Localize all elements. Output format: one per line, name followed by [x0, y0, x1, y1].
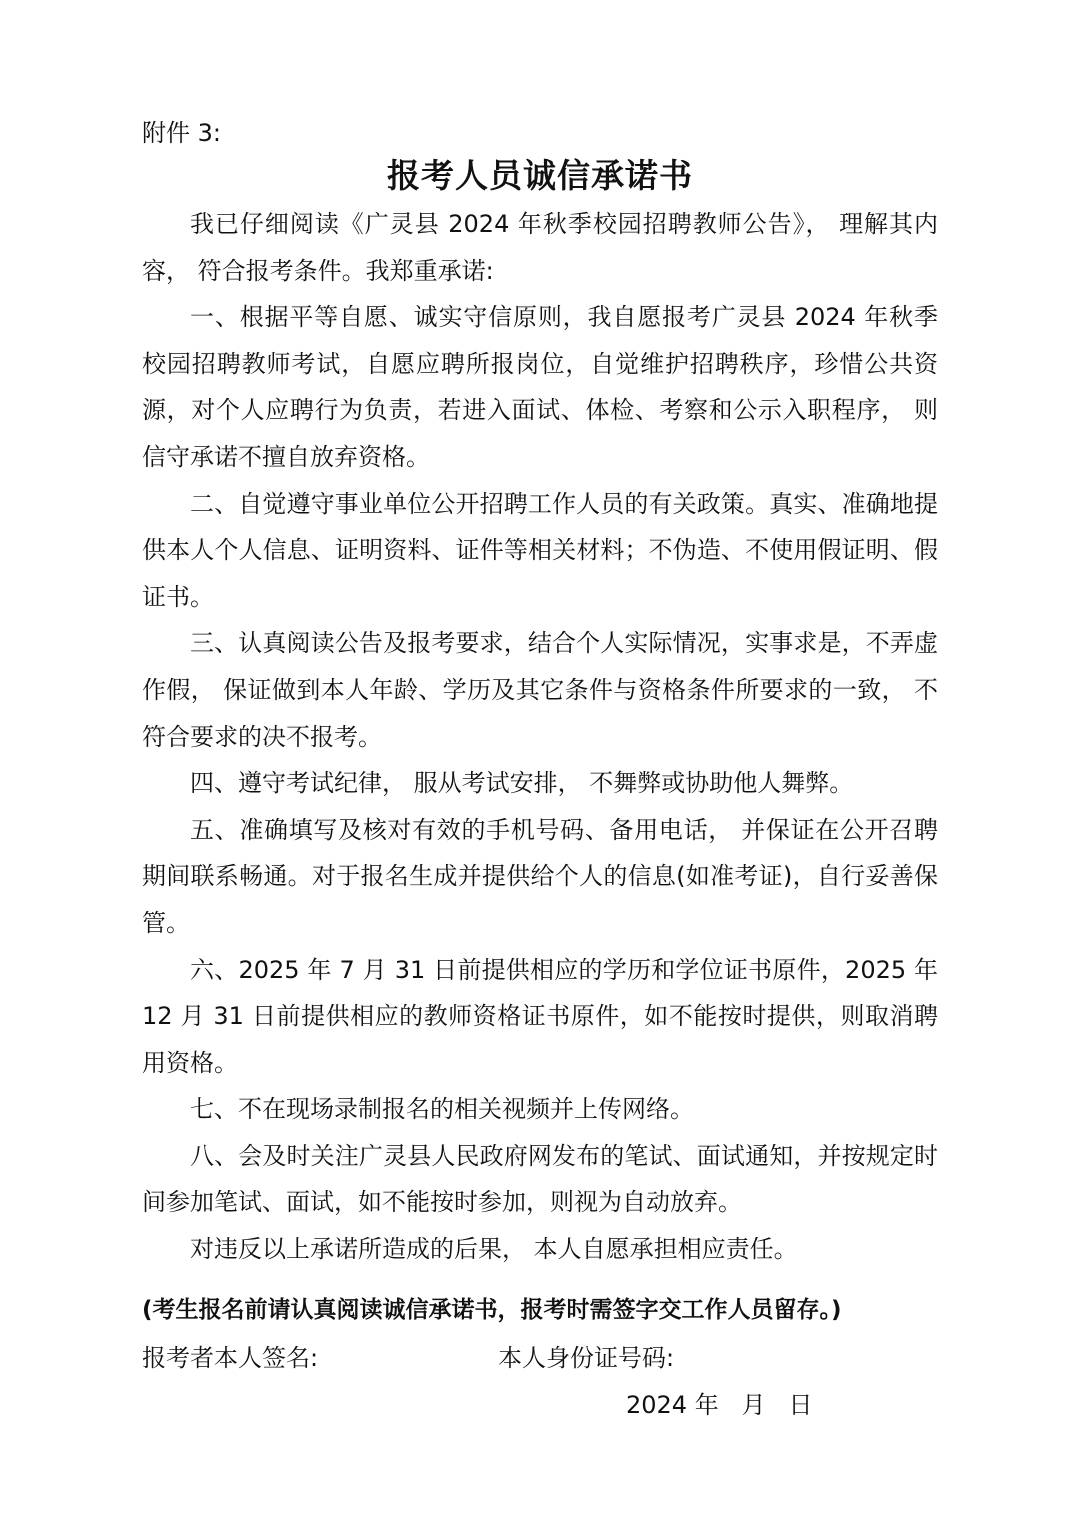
paragraph-closing: 对违反以上承诺所造成的后果， 本人自愿承担相应责任。	[190, 1235, 798, 1264]
attachment-label: 附件 3:	[142, 119, 221, 147]
document-title: 报考人员诚信承诺书	[387, 156, 693, 195]
signature-label: 报考者本人签名:	[142, 1344, 319, 1372]
paragraph-item-4: 四、遵守考试纪律， 服从考试安排， 不舞弊或协助他人舞弊。	[190, 769, 854, 798]
document-body	[142, 201, 938, 1273]
date-line: 2024 年 月 日	[626, 1391, 813, 1419]
paragraph-item-7: 七、不在现场录制报名的相关视频并上传网络。	[190, 1095, 694, 1124]
paragraph-item-1: 一、根据平等自愿、诚实守信原则，我自愿报考广灵县 2024 年秋季校园招聘教师考试，自愿应聘所报岗位，自觉维护招聘秩序，珍惜公共资源，对个人应聘行为负责，若进入面试、体检、考察和公示入职程序， 则信守承诺不擅自放弃资格。	[142, 303, 938, 471]
paragraph-item-6: 六、2025 年 7 月 31 日前提供相应的学历和学位证书原件，2025 年 12 月 31 日前提供相应的教师资格证书原件，如不能按时提供，则取消聘用资格。	[142, 955, 938, 1077]
paragraph-intro: 我已仔细阅读《广灵县 2024 年秋季校园招聘教师公告》， 理解其内容， 符合报考条件。我郑重承诺:	[142, 210, 938, 285]
paragraph-item-8: 八、会及时关注广灵县人民政府网发布的笔试、面试通知，并按规定时间参加笔试、面试，如不能按时参加，则视为自动放弃。	[142, 1141, 938, 1217]
paragraph-item-2: 二、自觉遵守事业单位公开招聘工作人员的有关政策。真实、准确地提供本人个人信息、证明资料、证件等相关材料；不伪造、不使用假证明、假证书。	[142, 489, 938, 611]
id-number-label: 本人身份证号码:	[498, 1344, 675, 1372]
reading-notice: (考生报名前请认真阅读诚信承诺书，报考时需签字交工作人员留存。)	[142, 1297, 842, 1323]
paragraph-item-5: 五、准确填写及核对有效的手机号码、备用电话， 并保证在公开召聘期间联系畅通。对于报名生成并提供给个人的信息(如准考证)，自行妥善保管。	[142, 815, 938, 937]
paragraph-item-3: 三、认真阅读公告及报考要求，结合个人实际情况，实事求是，不弄虚作假， 保证做到本人年龄、学历及其它条件与资格条件所要求的一致， 不符合要求的决不报考。	[142, 629, 938, 751]
